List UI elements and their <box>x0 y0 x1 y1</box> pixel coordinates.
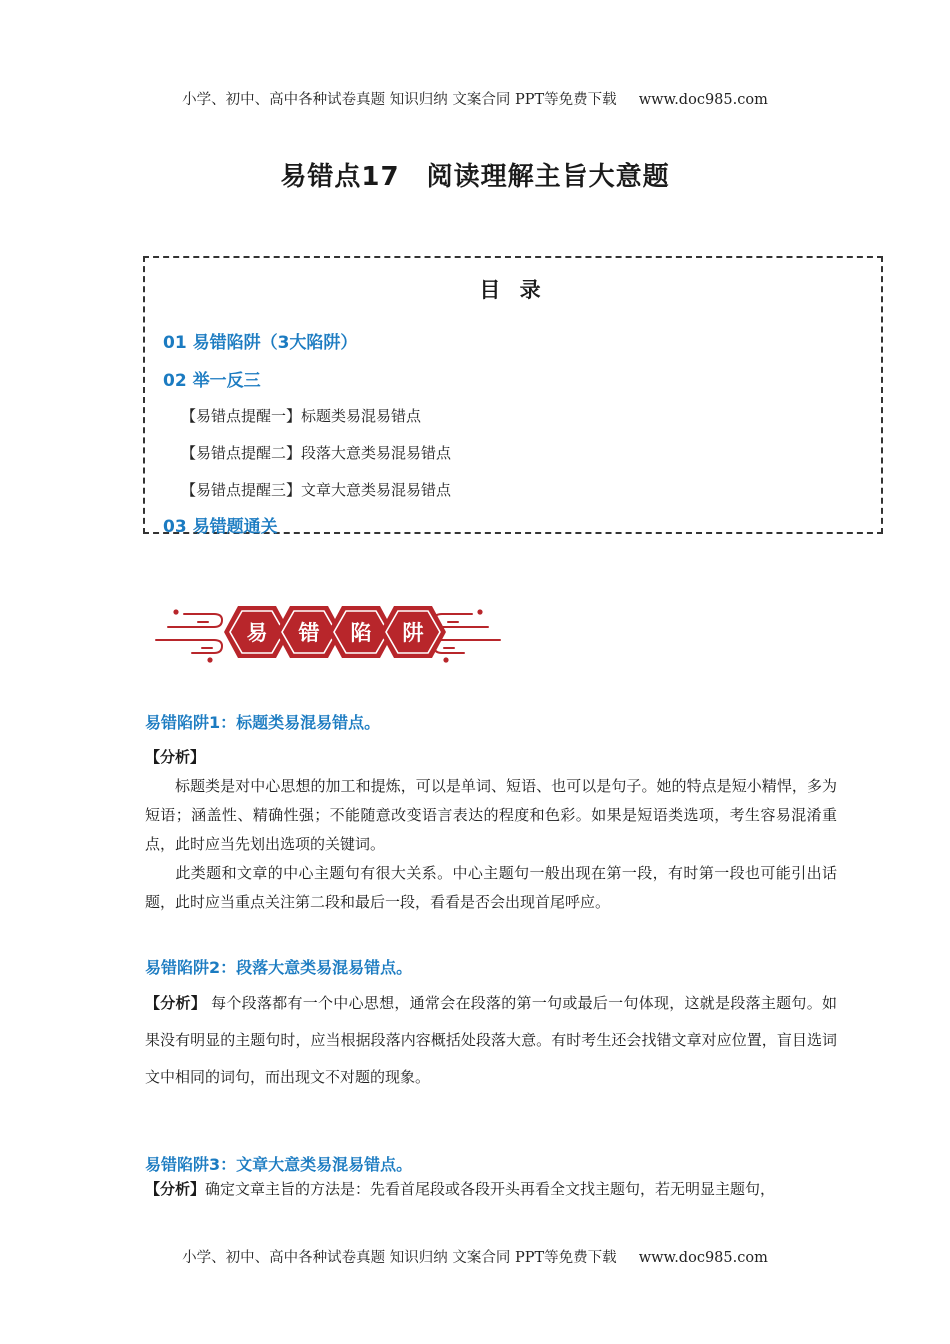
trap2-paragraph-1 <box>145 985 837 1096</box>
trap3-paragraph-1 <box>145 1175 837 1204</box>
header-url[interactable]: www.doc985.com <box>638 92 768 108</box>
page-title: 易错点17 阅读理解主旨大意题 <box>280 162 670 192</box>
trap3-analysis-tag: 【分析】 <box>145 1180 206 1198</box>
toc-section-traps[interactable]: 01 易错陷阱（3大陷阱） <box>163 333 358 353</box>
page-footer <box>0 1246 950 1267</box>
left-cloud-ornament <box>156 614 222 653</box>
trap2-p1-text: 每个段落都有一个中心思想，通常会在段落的第一句或最后一句体现，这就是段落主题句。如果没有明显的主题句时，应当根据段落内容概括处段落大意。有时考生还会找错文章对应位置，盲目选词文中相同的词句，而出现文不对题的现象。 <box>145 994 837 1086</box>
trap1-heading: 易错陷阱1：标题类易混易错点。 <box>145 713 381 732</box>
banner-char-4: 阱 <box>402 621 424 645</box>
toc-heading: 目 录 <box>479 278 547 302</box>
trap1-p2-text: 此类题和文章的中心主题句有很大关系。中心主题句一般出现在第一段，有时第一段也可能引出话题，此时应当重点关注第二段和最后一段，看看是否会出现首尾呼应。 <box>145 864 837 911</box>
left-dot-bottom <box>207 657 212 662</box>
trap1-paragraph-1 <box>145 772 837 859</box>
toc-item-article[interactable]: 【易错点提醒三】文章大意类易混易错点 <box>181 481 452 499</box>
trap1-p1-text: 标题类是对中心思想的加工和提炼，可以是单词、短语、也可以是句子。她的特点是短小精悍，多为短语；涵盖性、精确性强；不能随意改变语言表达的程度和色彩。如果是短语类选项，考生容易混淆重点，此时应当先划出选项的关键词。 <box>145 777 837 853</box>
trap1-paragraph-2 <box>145 859 837 917</box>
left-dot-top <box>173 609 178 614</box>
banner-char-2: 错 <box>298 621 320 645</box>
toc-item-title[interactable]: 【易错点提醒一】标题类易混易错点 <box>181 407 422 425</box>
page-header <box>0 88 950 109</box>
banner-char-1: 易 <box>246 621 268 645</box>
trap3-heading: 易错陷阱3：文章大意类易混易错点。 <box>145 1155 413 1174</box>
trap1-analysis-tag: 【分析】 <box>145 748 206 766</box>
toc-section-examples[interactable]: 02 举一反三 <box>163 371 261 391</box>
footer-url[interactable]: www.doc985.com <box>638 1250 768 1266</box>
table-of-contents <box>143 256 883 537</box>
right-dot-top <box>477 609 482 614</box>
footer-text: 小学、初中、高中各种试卷真题 知识归纳 文案合同 PPT等免费下载 <box>182 1250 617 1266</box>
trap2-heading: 易错陷阱2：段落大意类易混易错点。 <box>145 958 413 977</box>
trap3-p1-text: 确定文章主旨的方法是：先看首尾段或各段开头再看全文找主题句，若无明显主题句， <box>205 1180 776 1198</box>
toc-item-paragraph[interactable]: 【易错点提醒二】段落大意类易混易错点 <box>181 444 452 462</box>
header-text: 小学、初中、高中各种试卷真题 知识归纳 文案合同 PPT等免费下载 <box>182 92 617 108</box>
trap2-analysis-tag: 【分析】 <box>145 994 207 1012</box>
banner-char-3: 陷 <box>350 621 372 645</box>
section-banner <box>148 600 508 664</box>
toc-section-practice[interactable]: 03 易错题通关 <box>163 517 278 537</box>
right-dot-bottom <box>443 657 448 662</box>
